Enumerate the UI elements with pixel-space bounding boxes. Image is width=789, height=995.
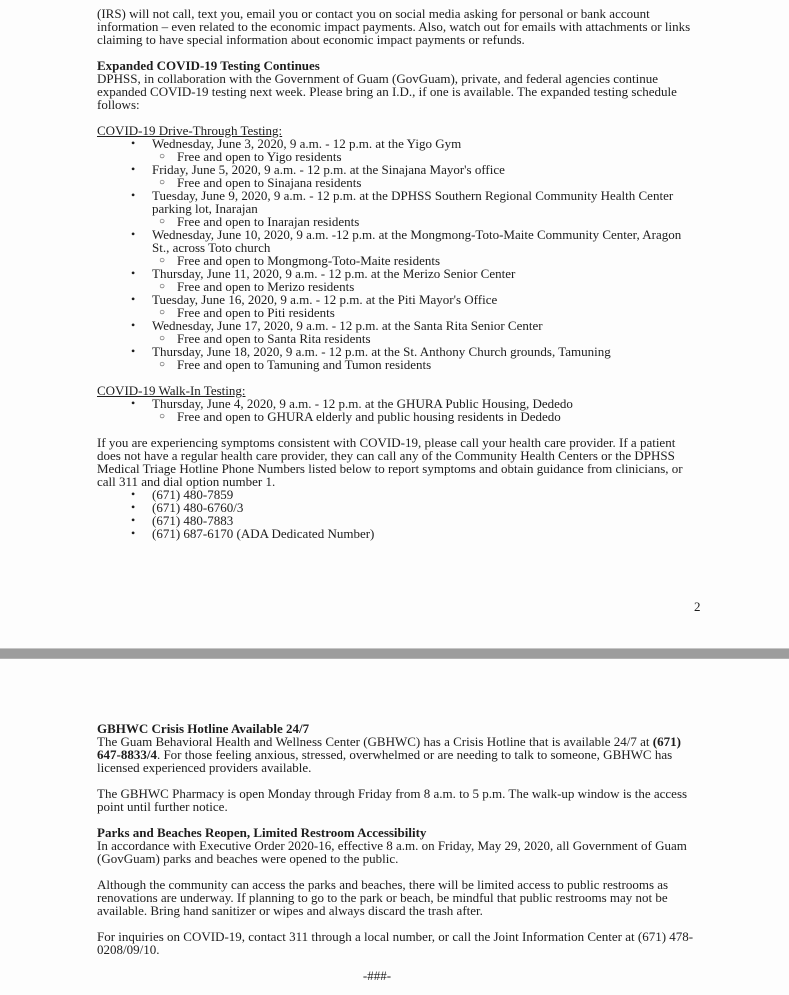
list-subitem — [97, 410, 699, 423]
schedule-entry: Thursday, June 18, 2020, 9 a.m. - 12 p.m. at the St. Anthony Church grounds, Tamuning — [152, 344, 611, 359]
expanded-testing-paragraph: DPHSS, in collaboration with the Government of Guam (GovGuam), private, and federal agencies continue expanded COVID-19 testing next week. Please bring an I.D., if one is available. The expanded testing schedule follows: — [97, 71, 677, 112]
circle-bullet-icon: ○ — [159, 359, 166, 370]
bullet-icon: • — [131, 513, 136, 527]
schedule-note: Free and open to Inarajan residents — [177, 214, 360, 229]
circle-bullet-icon: ○ — [159, 151, 166, 162]
phone-number: (671) 480-7883 — [152, 513, 234, 528]
circle-bullet-icon: ○ — [159, 333, 166, 344]
schedule-entry: Tuesday, June 9, 2020, 9 a.m. - 12 p.m. at the DPHSS Southern Regional Community Health Center parking lot, Inarajan — [152, 188, 674, 216]
drive-through-schedule-list — [97, 137, 699, 371]
circle-bullet-icon: ○ — [159, 411, 166, 422]
circle-bullet-icon: ○ — [159, 177, 166, 188]
bullet-icon: • — [131, 136, 136, 150]
walk-in-testing-heading: COVID-19 Walk-In Testing: — [97, 383, 246, 398]
circle-bullet-icon: ○ — [159, 216, 166, 227]
phone-number: (671) 480-7859 — [152, 487, 234, 502]
bullet-icon: • — [131, 162, 136, 176]
press-release-end-mark: -###- — [362, 968, 392, 983]
page-2-content — [97, 722, 699, 982]
gbhwc-hotline-heading: GBHWC Crisis Hotline Available 24/7 — [97, 721, 310, 736]
schedule-entry: Tuesday, June 16, 2020, 9 a.m. - 12 p.m. at the Piti Mayor's Office — [152, 292, 498, 307]
gbhwc-crisis-phone: (671) 647-8833/4 — [97, 734, 681, 762]
bullet-icon: • — [131, 188, 136, 202]
circle-bullet-icon: ○ — [159, 255, 166, 266]
schedule-entry: Wednesday, June 10, 2020, 9 a.m. -12 p.m. at the Mongmong-Toto-Maite Community Center, Aragon St., across Toto church — [152, 227, 682, 255]
bullet-icon: • — [131, 487, 136, 501]
schedule-note: Free and open to Sinajana residents — [177, 175, 362, 190]
gbhwc-pharmacy-paragraph: The GBHWC Pharmacy is open Monday through Friday from 8 a.m. to 5 p.m. The walk-up window is the access point until further notice. — [97, 786, 688, 814]
page-break-separator — [0, 648, 789, 659]
bullet-icon: • — [131, 526, 136, 540]
schedule-note: Free and open to Santa Rita residents — [177, 331, 371, 346]
schedule-entry: Wednesday, June 17, 2020, 9 a.m. - 12 p.m. at the Santa Rita Senior Center — [152, 318, 543, 333]
irs-warning-paragraph: (IRS) will not call, text you, email you or contact you on social media asking for personal or bank account information – even related to the economic impact payments. Also, watch out for emails with attachments or links claiming to have special information about economic impact payments or refunds. — [97, 6, 691, 47]
schedule-entry: Friday, June 5, 2020, 9 a.m. - 12 p.m. at the Sinajana Mayor's office — [152, 162, 505, 177]
bullet-icon: • — [131, 344, 136, 358]
schedule-note: Free and open to GHURA elderly and public housing residents in Dededo — [177, 409, 561, 424]
inquiries-paragraph: For inquiries on COVID-19, contact 311 through a local number, or call the Joint Information Center at (671) 478-0208/09/10. — [97, 929, 694, 957]
bullet-icon: • — [131, 227, 136, 241]
page-1-content — [97, 7, 699, 540]
parks-beaches-heading: Parks and Beaches Reopen, Limited Restroom Accessibility — [97, 825, 427, 840]
schedule-entry: Wednesday, June 3, 2020, 9 a.m. - 12 p.m. at the Yigo Gym — [152, 136, 462, 151]
expanded-testing-heading: Expanded COVID-19 Testing Continues — [97, 58, 320, 73]
walk-in-schedule-list — [97, 397, 699, 423]
schedule-note: Free and open to Mongmong-Toto-Maite residents — [177, 253, 441, 268]
phone-number: (671) 687-6170 (ADA Dedicated Number) — [152, 526, 375, 541]
list-item — [97, 189, 699, 215]
bullet-icon: • — [131, 500, 136, 514]
symptoms-guidance-paragraph: If you are experiencing symptoms consistent with COVID-19, please call your health care provider. If a patient does not have a regular health care provider, they can call any of the Community Health Centers or the DPHSS Medical Triage Hotline Phone Numbers listed below to report symptoms and obtain guidance from clinicians, or call 311 and dial option number 1. — [97, 435, 683, 489]
page-number: 2 — [694, 599, 701, 614]
schedule-entry: Thursday, June 11, 2020, 9 a.m. - 12 p.m. at the Merizo Senior Center — [152, 266, 516, 281]
schedule-note: Free and open to Merizo residents — [177, 279, 355, 294]
circle-bullet-icon: ○ — [159, 307, 166, 318]
schedule-note: Free and open to Piti residents — [177, 305, 335, 320]
gbhwc-text-start: The Guam Behavioral Health and Wellness Center (GBHWC) has a Crisis Hotline that is available 24/7 at — [97, 734, 653, 749]
schedule-entry: Thursday, June 4, 2020, 9 a.m. - 12 p.m. at the GHURA Public Housing, Dededo — [152, 396, 573, 411]
schedule-note: Free and open to Yigo residents — [177, 149, 342, 164]
bullet-icon: • — [131, 318, 136, 332]
circle-bullet-icon: ○ — [159, 281, 166, 292]
bullet-icon: • — [131, 292, 136, 306]
drive-through-testing-heading: COVID-19 Drive-Through Testing: — [97, 123, 283, 138]
list-subitem — [97, 358, 699, 371]
list-item — [97, 527, 699, 540]
restroom-access-paragraph: Although the community can access the parks and beaches, there will be limited access to public restrooms as renovations are underway. If planning to go to the park or beach, be mindful that public restrooms may not be available. Bring hand sanitizer or wipes and always discard the trash after. — [97, 877, 669, 918]
gbhwc-text-end: . For those feeling anxious, stressed, overwhelmed or are needing to talk to someone, GBHWC has licensed experienced providers available. — [97, 747, 673, 775]
phone-number: (671) 480-6760/3 — [152, 500, 244, 515]
bullet-icon: • — [131, 396, 136, 410]
gbhwc-hotline-paragraph — [97, 735, 699, 774]
bullet-icon: • — [131, 266, 136, 280]
schedule-note: Free and open to Tamuning and Tumon residents — [177, 357, 432, 372]
list-item — [97, 228, 699, 254]
parks-reopen-paragraph: In accordance with Executive Order 2020-16, effective 8 a.m. on Friday, May 29, 2020, all Government of Guam (GovGuam) parks and beaches were opened to the public. — [97, 838, 687, 866]
triage-hotline-list — [97, 488, 699, 540]
